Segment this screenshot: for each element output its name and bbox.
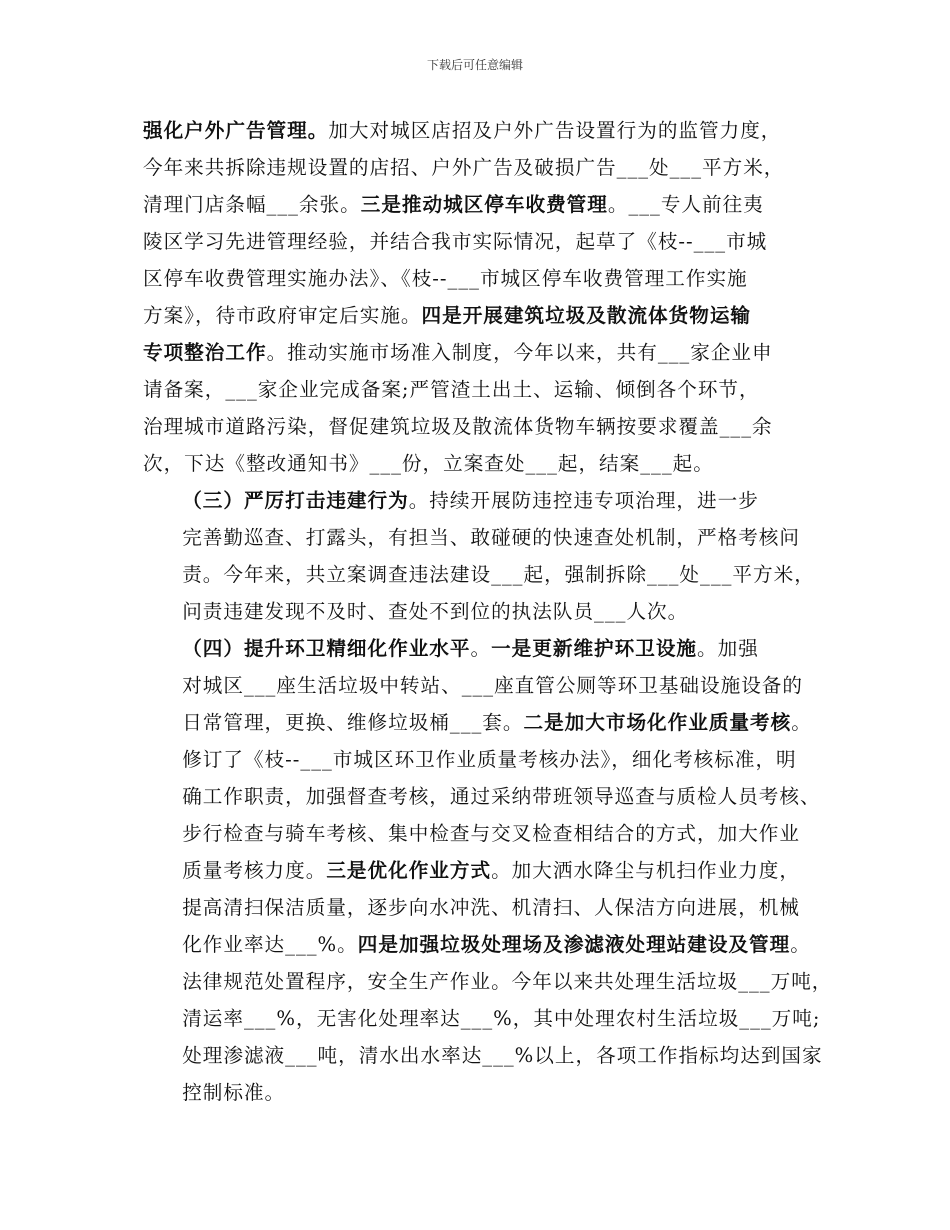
document-body [143,112,833,1111]
text-line [143,408,811,445]
bold-text: 强化户外广告管理。 [143,119,329,142]
body-text: 。 [470,637,492,660]
text-line [143,445,811,482]
body-text: 提高清扫保洁质量，逐步向水冲洗、机清扫、人保洁方向进展，机械 [182,896,800,919]
paragraph [143,112,811,482]
text-line [143,778,821,815]
text-line [143,186,811,223]
text-line [143,371,811,408]
body-text: 清运率___%，无害化处理率达___%，其中处理农村生活垃圾___万吨; [182,1007,821,1030]
body-text: 。 [791,711,812,734]
text-line [143,852,811,889]
bold-text: 一是更新维护环卫设施 [491,637,698,660]
body-text: 质量考核力度。 [182,859,327,882]
body-text: 处理渗滤液___吨，清水出水率达___%以上，各项工作指标均达到国家 [182,1044,823,1067]
body-text: 确工作职责，加强督查考核，通过采纳带班领导巡查与质检人员考核、 [182,785,821,808]
text-line [143,667,811,704]
body-text: 次，下达《整改通知书》___份，立案查处___起，结案___起。 [143,452,714,475]
body-text: 法律规范处置程序，安全生产作业。今年以来共处理生活垃圾___万吨， [182,970,833,993]
body-text: 。 [790,933,811,956]
page-header: 下载后可任意编辑 [426,58,523,72]
paragraph [143,630,833,1111]
text-line [143,815,811,852]
text-line [143,556,815,593]
body-text: 修订了《枝--___市城区环卫作业质量考核办法》，细化考核标准，明 [182,748,797,771]
body-text: 。持续开展防违控违专项治理，进一步 [408,489,759,512]
body-text: 方案》，待市政府审定后实施。 [143,304,422,327]
text-line [143,482,811,519]
bold-text: 专项整治工作 [143,341,267,364]
text-line [143,889,811,926]
body-text: 。加大洒水降尘与机扫作业力度， [491,859,800,882]
text-line [143,223,811,260]
text-line [143,963,833,1000]
text-line [143,297,811,334]
text-line [143,1037,823,1074]
body-text: 今年来共拆除违规设置的店招、户外广告及破损广告___处___平方米， [143,156,785,179]
text-line [143,519,811,556]
bold-text: 三是优化作业方式 [326,859,492,882]
bold-text: 二是加大市场化作业质量考核 [523,711,792,734]
body-text: 控制标准。 [182,1081,286,1104]
text-line [143,1074,811,1111]
text-line [143,149,811,186]
body-text: 陵区学习先进管理经验，并结合我市实际情况，起草了《枝--___市城 [143,230,768,253]
body-text: 区停车收费管理实施办法》、《枝--___市城区停车收费管理工作实施 [143,267,748,290]
text-line [143,926,811,963]
body-text: 。加强 [697,637,759,660]
text-line [143,741,811,778]
text-line [143,334,811,371]
body-text: 责。今年来，共立案调查违法建设___起，强制拆除___处___平方米， [182,563,815,586]
body-text: 步行检查与骑车考核、集中检查与交叉检查相结合的方式，加大作业 [182,822,800,845]
text-line [143,112,811,149]
body-text: 治理城市道路污染，督促建筑垃圾及散流体货物车辆按要求覆盖___余 [143,415,773,438]
bold-text: 四是开展建筑垃圾及散流体货物运输 [421,304,752,327]
body-text: 对城区___座生活垃圾中转站、___座直管公厕等环卫基础设施设备的 [182,674,803,697]
body-text: 问责违建发现不及时、查处不到位的执法队员___人次。 [182,600,689,623]
text-line [143,260,811,297]
body-text: 。___专人前往夷 [607,193,764,216]
text-line [143,593,811,630]
body-text: 清理门店条幅___余张。 [143,193,361,216]
text-line [143,1000,821,1037]
bold-text: 三是推动城区停车收费管理 [360,193,608,216]
body-text: 日常管理，更换、维修垃圾桶___套。 [182,711,524,734]
text-line [143,704,811,741]
body-text: 化作业率达___%。 [182,933,358,956]
body-text: 加大对城区店招及户外广告设置行为的监管力度， [328,119,782,142]
body-text: 。推动实施市场准入制度，今年以来，共有___家企业申 [266,341,773,364]
body-text: 请备案，___家企业完成备案;严管渣土出土、运输、倾倒各个环节， [143,378,760,401]
bold-text: （三）严厉打击违建行为 [182,489,409,512]
paragraph [143,482,815,630]
bold-text: 四是加强垃圾处理场及渗滤液处理站建设及管理 [357,933,791,956]
body-text: 完善勤巡查、打露头，有担当、敢碰硬的快速查处机制，严格考核问 [182,526,800,549]
text-line [143,630,811,667]
bold-text: （四）提升环卫精细化作业水平 [182,637,471,660]
